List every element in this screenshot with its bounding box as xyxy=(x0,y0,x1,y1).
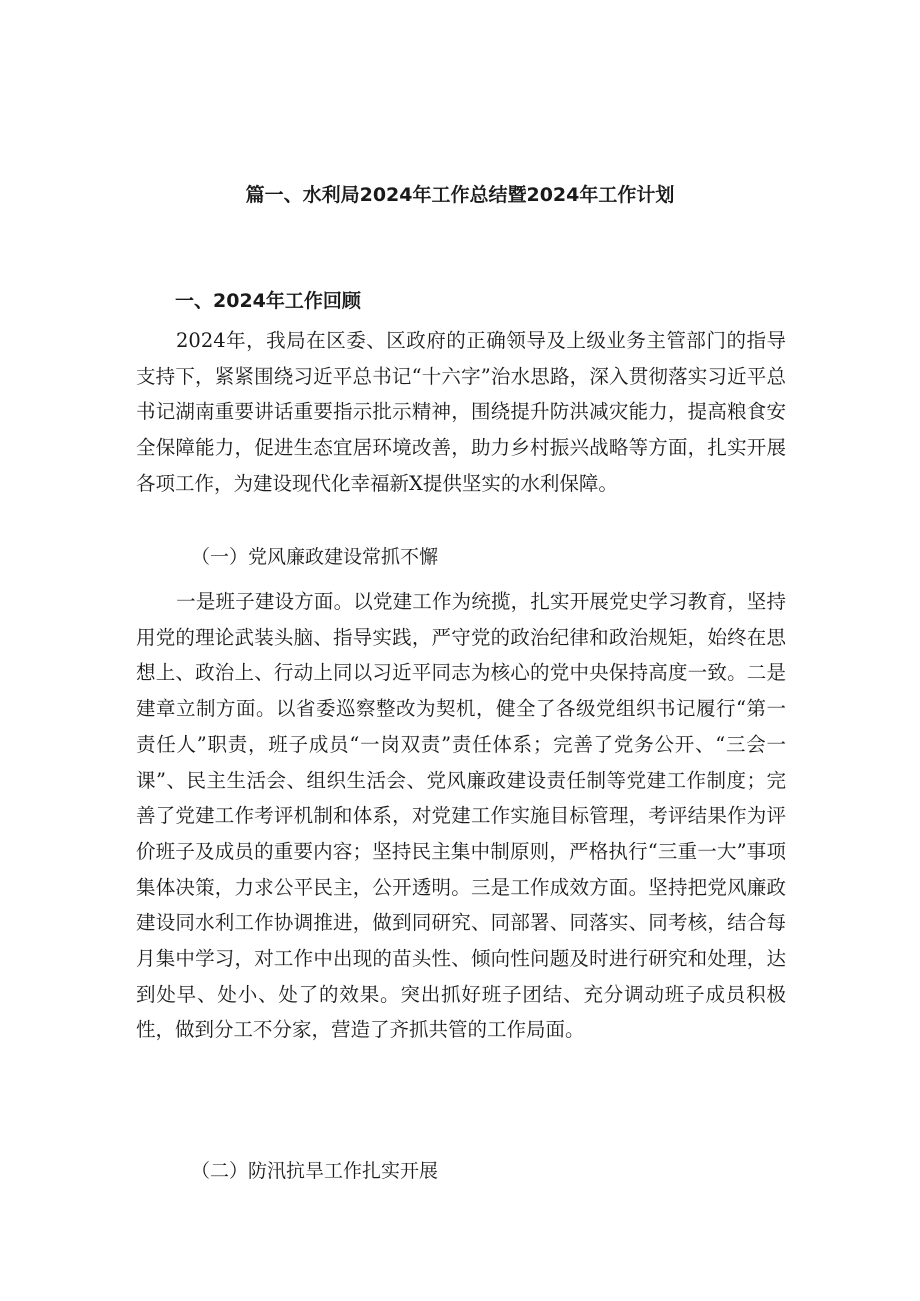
paragraph-text: 2024年，我局在区委、区政府的正确领导及上级业务主管部门的指导支持下，紧紧围绕习近平总书记“十六字”治水思路，深入贯彻落实习近平总书记湖南重要讲话重要指示批示精神，围绕提升防洪减灾能力，提高粮食安全保障能力，促进生态宜居环境改善，助力乡村振兴战略等方面，扎实开展各项工作，为建设现代化幸福新X提供坚实的水利保障。 xyxy=(136,329,786,495)
paragraph-work-review xyxy=(136,323,786,502)
subheading-flood-drought: （二）防汛抗旱工作扎实开展 xyxy=(191,1160,439,1182)
paragraph-party-conduct xyxy=(136,584,786,1048)
section-heading: 一、2024年工作回顾 xyxy=(175,290,361,312)
paragraph-text: 一是班子建设方面。以党建工作为统揽，扎实开展党史学习教育，坚持用党的理论武装头脑、指导实践，严守党的政治纪律和政治规矩，始终在思想上、政治上、行动上同以习近平同志为核心的党中央保持高度一致。二是建章立制方面。以省委巡察整改为契机，健全了各级党组织书记履行“第一责任人”职责，班子成员“一岗双责”责任体系；完善了党务公开、“三会一课”、民主生活会、组织生活会、党风廉政建设责任制等党建工作制度；完善了党建工作考评机制和体系，对党建工作实施目标管理，考评结果作为评价班子及成员的重要内容；坚持民主集中制原则，严格执行“三重一大”事项集体决策，力求公平民主，公开透明。三是工作成效方面。坚持把党风廉政建设同水利工作协调推进，做到同研究、同部署、同落实、同考核，结合每月集中学习，对工作中出现的苗头性、倾向性问题及时进行研究和处理，达到处早、处小、处了的效果。突出抓好班子团结、充分调动班子成员积极性，做到分工不分家，营造了齐抓共管的工作局面。 xyxy=(136,590,786,1042)
subheading-party-conduct: （一）党风廉政建设常抓不懈 xyxy=(191,546,439,568)
document-title: 篇一、水利局2024年工作总结暨2024年工作计划 xyxy=(245,184,675,206)
